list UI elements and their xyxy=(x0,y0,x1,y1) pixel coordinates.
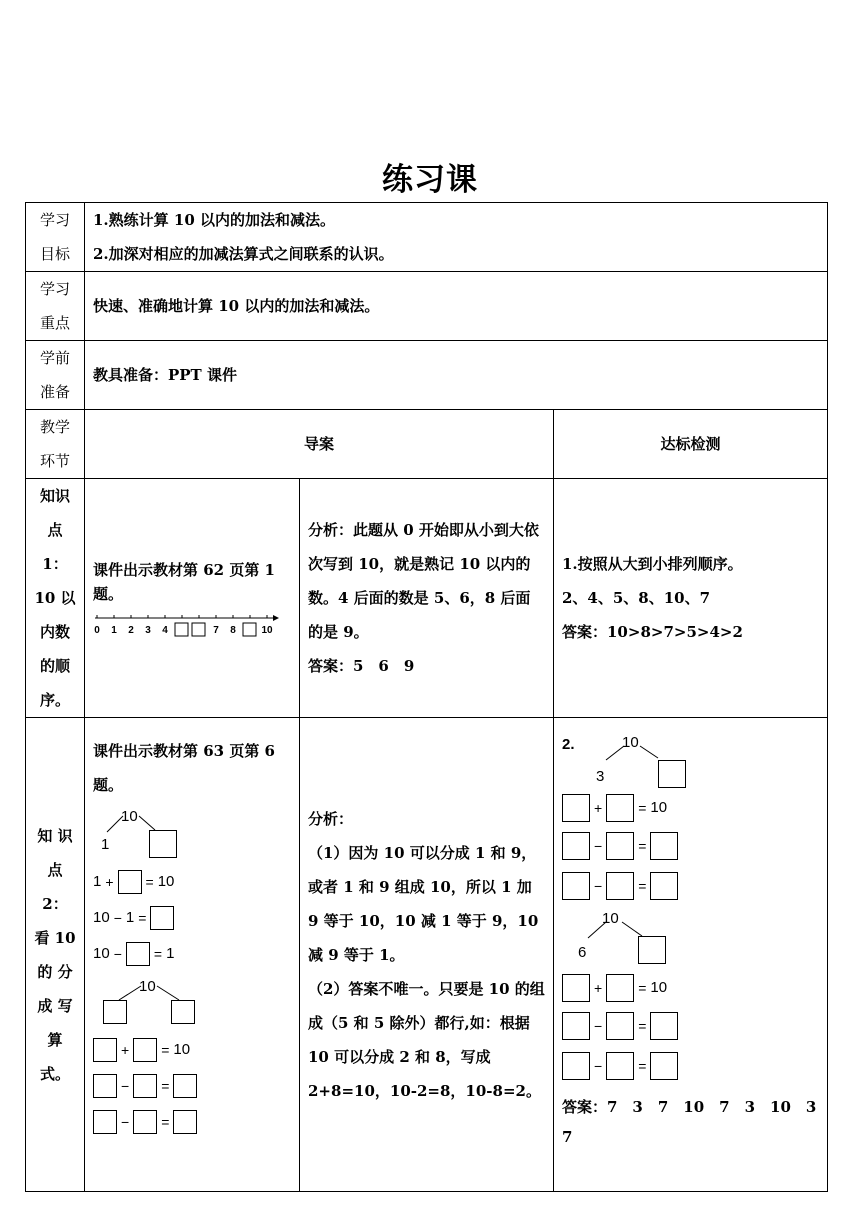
equation-row xyxy=(93,1104,291,1140)
label-line: 成 写 xyxy=(37,996,73,1015)
label-line: 看 10 xyxy=(34,928,76,947)
tree-top: 10 xyxy=(622,734,639,751)
minus-sign: − xyxy=(121,1078,130,1094)
equation-row xyxy=(93,1068,291,1104)
minus-sign: − xyxy=(594,1018,603,1034)
goal-row xyxy=(26,203,828,272)
kp2-check-answer: 答案：7 3 7 10 7 3 10 3 7 xyxy=(562,1098,832,1146)
blank-box xyxy=(133,1038,157,1062)
eq-number: 10 xyxy=(93,945,110,962)
blank-box xyxy=(562,872,590,900)
focus-content: 快速、准确地计算 10 以内的加法和减法。 xyxy=(85,272,828,341)
steps-row xyxy=(26,410,828,479)
label-line: 的 分 xyxy=(37,962,73,981)
plus-sign: + xyxy=(121,1042,130,1058)
kp1-guide xyxy=(85,479,300,718)
eq-number: 10 xyxy=(93,909,110,926)
tree-left: 6 xyxy=(578,944,587,961)
minus-sign: − xyxy=(594,838,603,854)
label-line: 学习 xyxy=(39,280,70,298)
equation-row xyxy=(93,936,291,972)
check-tree-1 xyxy=(562,726,819,790)
label-line: 序。 xyxy=(39,691,70,709)
kp1-analysis-text: 分析：此题从 0 开始即从小到大依次写到 10，就是熟记 10 以内的数。4 后面的数是 5、6，8 后面的是 9。 xyxy=(308,521,539,641)
blank-box xyxy=(562,794,590,822)
goal-content xyxy=(85,203,828,272)
blank-box xyxy=(562,1052,590,1080)
check-header: 达标检测 xyxy=(554,410,828,479)
kp1-check-numbers: 2、4、5、8、10、7 xyxy=(562,589,711,607)
blank-box xyxy=(606,1052,634,1080)
kp2-analysis-title: 分析： xyxy=(308,809,354,828)
steps-label xyxy=(26,410,85,479)
minus-sign: − xyxy=(113,910,122,926)
label-line: 教学 xyxy=(39,418,70,436)
blank-box xyxy=(171,1000,195,1024)
eq-number: 10 xyxy=(650,979,668,996)
blank-box xyxy=(149,830,177,858)
tick-label: 4 xyxy=(162,625,168,636)
blank-box xyxy=(173,1074,197,1098)
eq-number: 1 xyxy=(166,945,175,962)
tick-label: 8 xyxy=(230,625,236,636)
equation-row xyxy=(93,1032,291,1068)
kp2-analysis xyxy=(300,718,554,1192)
kp1-answer: 答案：5 6 9 xyxy=(308,657,415,675)
check-number: 2. xyxy=(562,736,575,753)
label-line: 式。 xyxy=(39,1064,70,1083)
equals-sign: = xyxy=(145,874,154,890)
blank-box xyxy=(606,872,634,900)
label-line: 目标 xyxy=(39,245,70,263)
equals-sign: = xyxy=(638,878,647,894)
blank-box xyxy=(133,1074,157,1098)
eq-number: 10 xyxy=(650,799,668,816)
goal-item: 2.加深对相应的加减法算式之间联系的认识。 xyxy=(93,245,394,263)
label-line: 点 2： xyxy=(42,860,68,913)
number-line xyxy=(93,612,283,638)
equation-row xyxy=(562,1006,819,1046)
kp2-guide xyxy=(85,718,300,1192)
equals-sign: = xyxy=(161,1114,170,1130)
label-line: 点 1： xyxy=(42,521,68,573)
plus-sign: + xyxy=(105,874,114,890)
equation-row xyxy=(562,970,819,1006)
kp1-check-answer: 答案：10>8>7>5>4>2 xyxy=(562,623,743,641)
blank-box xyxy=(606,974,634,1002)
minus-sign: − xyxy=(121,1114,130,1130)
blank-box xyxy=(133,1110,157,1134)
blank-box xyxy=(650,832,678,860)
label-line: 环节 xyxy=(39,452,70,470)
eq-number: 10 xyxy=(157,873,175,890)
label-line: 重点 xyxy=(39,314,70,332)
split-tree-2 xyxy=(93,972,291,1032)
equation-row xyxy=(562,826,819,866)
blank-box xyxy=(93,1110,117,1134)
kp1-row xyxy=(26,479,828,718)
minus-sign: − xyxy=(113,946,122,962)
prep-label xyxy=(26,341,85,410)
blank-box xyxy=(650,872,678,900)
kp1-analysis xyxy=(300,479,554,718)
page-title: 练习课 xyxy=(382,162,478,198)
equation-row xyxy=(562,1046,819,1086)
blank-box xyxy=(606,832,634,860)
equals-sign: = xyxy=(153,946,163,962)
equation-row xyxy=(562,866,819,906)
equals-sign: = xyxy=(638,980,647,996)
kp2-guide-text: 课件出示教材第 63 页第 6 题。 xyxy=(93,742,275,794)
blank-box xyxy=(126,942,150,966)
blank-box xyxy=(93,1038,117,1062)
tick-label: 7 xyxy=(213,625,219,636)
kp2-analysis-2: （2）答案不唯一。只要是 10 的组成（5 和 5 除外）都行,如：根据 10 可以分成 2 和 8，写成 2+8=10，10-2=8，10-8=2。 xyxy=(308,979,545,1100)
equals-sign: = xyxy=(161,1078,170,1094)
plus-sign: + xyxy=(594,980,603,996)
equation-row xyxy=(93,864,291,900)
label-line: 学习 xyxy=(39,211,70,229)
minus-sign: − xyxy=(594,1058,603,1074)
eq-number: 1 xyxy=(93,873,102,890)
goal-item: 1.熟练计算 10 以内的加法和减法。 xyxy=(93,211,335,229)
blank-box xyxy=(658,760,686,788)
prep-content: 教具准备：PPT 课件 xyxy=(85,341,828,410)
tick-label: 3 xyxy=(145,625,151,636)
tick-label: 0 xyxy=(94,625,100,636)
blank-box xyxy=(562,832,590,860)
blank-box xyxy=(118,870,142,894)
focus-label xyxy=(26,272,85,341)
label-line: 内数 xyxy=(39,623,70,641)
plus-sign: + xyxy=(594,800,603,816)
blank-box xyxy=(175,623,188,636)
kp1-guide-text: 课件出示教材第 62 页第 1 题。 xyxy=(93,561,275,603)
blank-box xyxy=(192,623,205,636)
kp2-row xyxy=(26,718,828,1192)
blank-box xyxy=(606,1012,634,1040)
label-line: 准备 xyxy=(39,383,70,401)
eq-number: 1 xyxy=(125,909,135,926)
blank-box xyxy=(173,1110,197,1134)
equals-sign: = xyxy=(638,800,647,816)
tree-top: 10 xyxy=(121,808,138,825)
split-tree-1 xyxy=(93,802,291,864)
kp1-check-title: 1.按照从大到小排列顺序。 xyxy=(562,555,743,573)
minus-sign: − xyxy=(594,878,603,894)
guide-header: 导案 xyxy=(85,410,554,479)
kp2-label xyxy=(26,718,85,1192)
lesson-table xyxy=(25,202,832,1192)
tree-top: 10 xyxy=(602,910,619,927)
tick-label: 1 xyxy=(111,625,117,636)
blank-box xyxy=(93,1074,117,1098)
tree-left: 3 xyxy=(596,768,605,785)
label-line: 的顺 xyxy=(39,657,70,675)
blank-box xyxy=(150,906,174,930)
blank-box xyxy=(103,1000,127,1024)
equals-sign: = xyxy=(138,910,147,926)
blank-box xyxy=(562,974,590,1002)
blank-box xyxy=(638,936,666,964)
blank-box xyxy=(562,1012,590,1040)
equals-sign: = xyxy=(638,1058,647,1074)
blank-box xyxy=(650,1012,678,1040)
kp1-label xyxy=(26,479,85,718)
tick-label: 2 xyxy=(128,625,134,636)
blank-box xyxy=(606,794,634,822)
label-line: 知 识 xyxy=(37,826,73,845)
label-line: 知识 xyxy=(39,487,70,505)
tree-top: 10 xyxy=(139,978,156,995)
blank-box xyxy=(243,623,256,636)
kp2-analysis-1: （1）因为 10 可以分成 1 和 9，或者 1 和 9 组成 10，所以 1 加 9 等于 10，10 减 1 等于 9，10 减 9 等于 1。 xyxy=(308,843,539,964)
label-line: 10 以 xyxy=(34,589,76,607)
equals-sign: = xyxy=(161,1042,170,1058)
equals-sign: = xyxy=(638,838,647,854)
kp1-check xyxy=(554,479,828,718)
tree-left: 1 xyxy=(101,836,110,853)
equation-row xyxy=(93,900,291,936)
focus-row xyxy=(26,272,828,341)
label-line: 算 xyxy=(47,1030,63,1049)
blank-box xyxy=(650,1052,678,1080)
eq-number: 10 xyxy=(173,1041,191,1058)
kp2-check xyxy=(554,718,832,1192)
goal-label xyxy=(26,203,85,272)
label-line: 学前 xyxy=(39,349,70,367)
equals-sign: = xyxy=(638,1018,647,1034)
prep-row xyxy=(26,341,828,410)
check-tree-2 xyxy=(562,906,819,970)
tick-label: 10 xyxy=(261,625,273,636)
equation-row xyxy=(562,790,819,826)
